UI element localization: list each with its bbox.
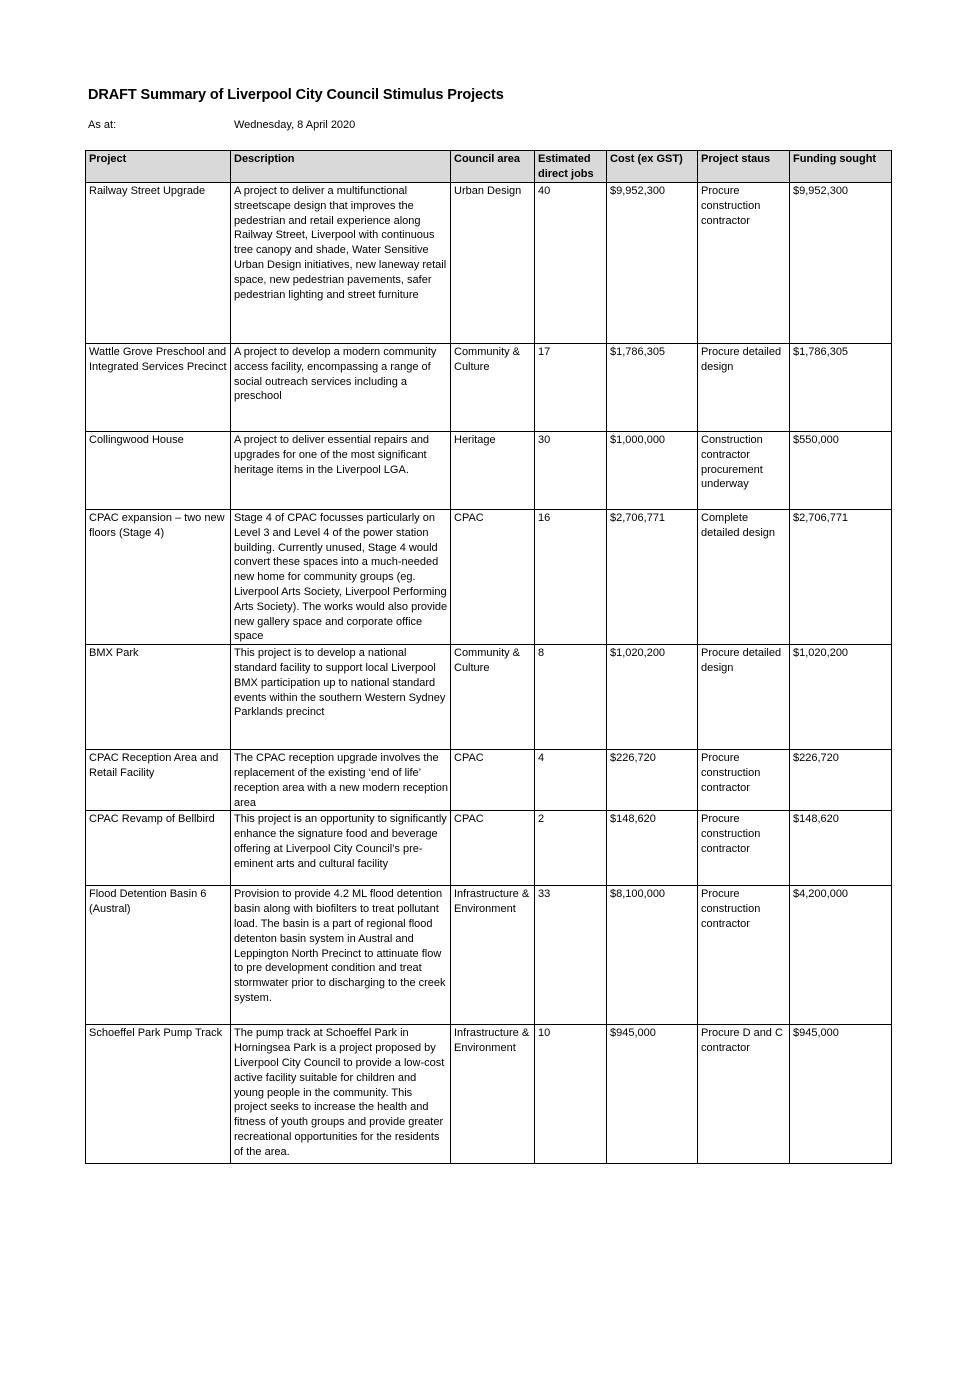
cell-cost: $1,786,305 <box>607 344 698 432</box>
cell-description: The pump track at Schoeffel Park in Horningsea Park is a project proposed by Liverpool City Council to provide a low-cost active facility suitable for children and young people in the community. This project seeks to increase the health and fitness of youth groups and provide greater recreational opportunities for the residents of the area. <box>231 1025 451 1164</box>
cell-council-area: CPAC <box>451 811 535 886</box>
header-council-area: Council area <box>451 151 535 183</box>
table-row <box>86 1025 892 1164</box>
cell-cost: $226,720 <box>607 750 698 811</box>
cell-status: Procure construction contractor <box>698 750 790 811</box>
cell-jobs: 33 <box>535 886 607 1025</box>
cell-description: A project to develop a modern community access facility, encompassing a range of social outreach services including a preschool <box>231 344 451 432</box>
cell-jobs: 17 <box>535 344 607 432</box>
cell-cost: $945,000 <box>607 1025 698 1164</box>
cell-funding: $1,020,200 <box>790 645 892 750</box>
cell-cost: $148,620 <box>607 811 698 886</box>
cell-status: Procure detailed design <box>698 344 790 432</box>
cell-jobs: 4 <box>535 750 607 811</box>
table-header-row <box>86 151 892 183</box>
table-row <box>86 432 892 510</box>
table-row <box>86 811 892 886</box>
cell-status: Complete detailed design <box>698 510 790 645</box>
cell-council-area: CPAC <box>451 750 535 811</box>
cell-jobs: 16 <box>535 510 607 645</box>
table-row <box>86 344 892 432</box>
cell-status: Procure construction contractor <box>698 886 790 1025</box>
cell-project: Flood Detention Basin 6 (Austral) <box>86 886 231 1025</box>
cell-description: This project is to develop a national standard facility to support local Liverpool BMX participation up to national standard events within the southern Western Sydney Parklands precinct <box>231 645 451 750</box>
cell-cost: $1,020,200 <box>607 645 698 750</box>
cell-funding: $4,200,000 <box>790 886 892 1025</box>
header-project-status: Project staus <box>698 151 790 183</box>
cell-council-area: Community & Culture <box>451 645 535 750</box>
as-at-date: Wednesday, 8 April 2020 <box>234 119 356 131</box>
cell-funding: $226,720 <box>790 750 892 811</box>
table-row <box>86 645 892 750</box>
cell-status: Procure construction contractor <box>698 811 790 886</box>
cell-cost: $1,000,000 <box>607 432 698 510</box>
table-row <box>86 510 892 645</box>
cell-description: The CPAC reception upgrade involves the replacement of the existing ‘end of life’ reception area with a new modern reception area <box>231 750 451 811</box>
cell-cost: $9,952,300 <box>607 183 698 344</box>
cell-jobs: 8 <box>535 645 607 750</box>
projects-table <box>85 150 892 1164</box>
cell-jobs: 40 <box>535 183 607 344</box>
cell-description: A project to deliver essential repairs and upgrades for one of the most significant heritage items in the Liverpool LGA. <box>231 432 451 510</box>
cell-description: This project is an opportunity to significantly enhance the signature food and beverage offering at Liverpool City Council’s pre-eminent arts and cultural facility <box>231 811 451 886</box>
cell-cost: $2,706,771 <box>607 510 698 645</box>
document-title: DRAFT Summary of Liverpool City Council Stimulus Projects <box>88 87 504 103</box>
cell-description: A project to deliver a multifunctional streetscape design that improves the pedestrian and retail experience along Railway Street, Liverpool with continuous tree canopy and shade, Water Sensitive Urban Design initiatives, new laneway retail space, new pedestrian pavements, safer pedestrian lighting and street furniture <box>231 183 451 344</box>
cell-council-area: Community & Culture <box>451 344 535 432</box>
cell-council-area: Infrastructure & Environment <box>451 886 535 1025</box>
cell-project: Wattle Grove Preschool and Integrated Services Precinct <box>86 344 231 432</box>
cell-status: Construction contractor procurement underway <box>698 432 790 510</box>
cell-jobs: 2 <box>535 811 607 886</box>
cell-description: Stage 4 of CPAC focusses particularly on Level 3 and Level 4 of the power station building. Currently unused, Stage 4 would convert these spaces into a much-needed new home for community groups (eg. Liverpool Arts Society, Liverpool Performing Arts Society). The works would also provide new gallery space and corporate office space <box>231 510 451 645</box>
cell-funding: $2,706,771 <box>790 510 892 645</box>
cell-project: Collingwood House <box>86 432 231 510</box>
cell-funding: $1,786,305 <box>790 344 892 432</box>
cell-council-area: CPAC <box>451 510 535 645</box>
cell-status: Procure detailed design <box>698 645 790 750</box>
cell-funding: $9,952,300 <box>790 183 892 344</box>
header-project: Project <box>86 151 231 183</box>
as-at-label: As at: <box>88 119 117 131</box>
header-funding-sought: Funding sought <box>790 151 892 183</box>
cell-project: BMX Park <box>86 645 231 750</box>
header-cost: Cost (ex GST) <box>607 151 698 183</box>
cell-council-area: Infrastructure & Environment <box>451 1025 535 1164</box>
cell-jobs: 10 <box>535 1025 607 1164</box>
cell-jobs: 30 <box>535 432 607 510</box>
cell-project: CPAC Revamp of Bellbird <box>86 811 231 886</box>
cell-council-area: Urban Design <box>451 183 535 344</box>
table-row <box>86 750 892 811</box>
cell-project: CPAC expansion – two new floors (Stage 4) <box>86 510 231 645</box>
cell-project: CPAC Reception Area and Retail Facility <box>86 750 231 811</box>
table-row <box>86 886 892 1025</box>
header-description: Description <box>231 151 451 183</box>
cell-status: Procure construction contractor <box>698 183 790 344</box>
header-estimated-jobs: Estimated direct jobs <box>535 151 607 183</box>
cell-funding: $945,000 <box>790 1025 892 1164</box>
cell-status: Procure D and C contractor <box>698 1025 790 1164</box>
cell-council-area: Heritage <box>451 432 535 510</box>
cell-project: Railway Street Upgrade <box>86 183 231 344</box>
cell-funding: $550,000 <box>790 432 892 510</box>
cell-funding: $148,620 <box>790 811 892 886</box>
cell-cost: $8,100,000 <box>607 886 698 1025</box>
cell-description: Provision to provide 4.2 ML flood detention basin along with biofilters to treat pollutant load. The basin is a part of regional flood detenton basin system in Austral and Leppington North Precinct to attinuate flow to pre development condition and treat stormwater prior to discharging to the creek system. <box>231 886 451 1025</box>
cell-project: Schoeffel Park Pump Track <box>86 1025 231 1164</box>
table-row <box>86 183 892 344</box>
